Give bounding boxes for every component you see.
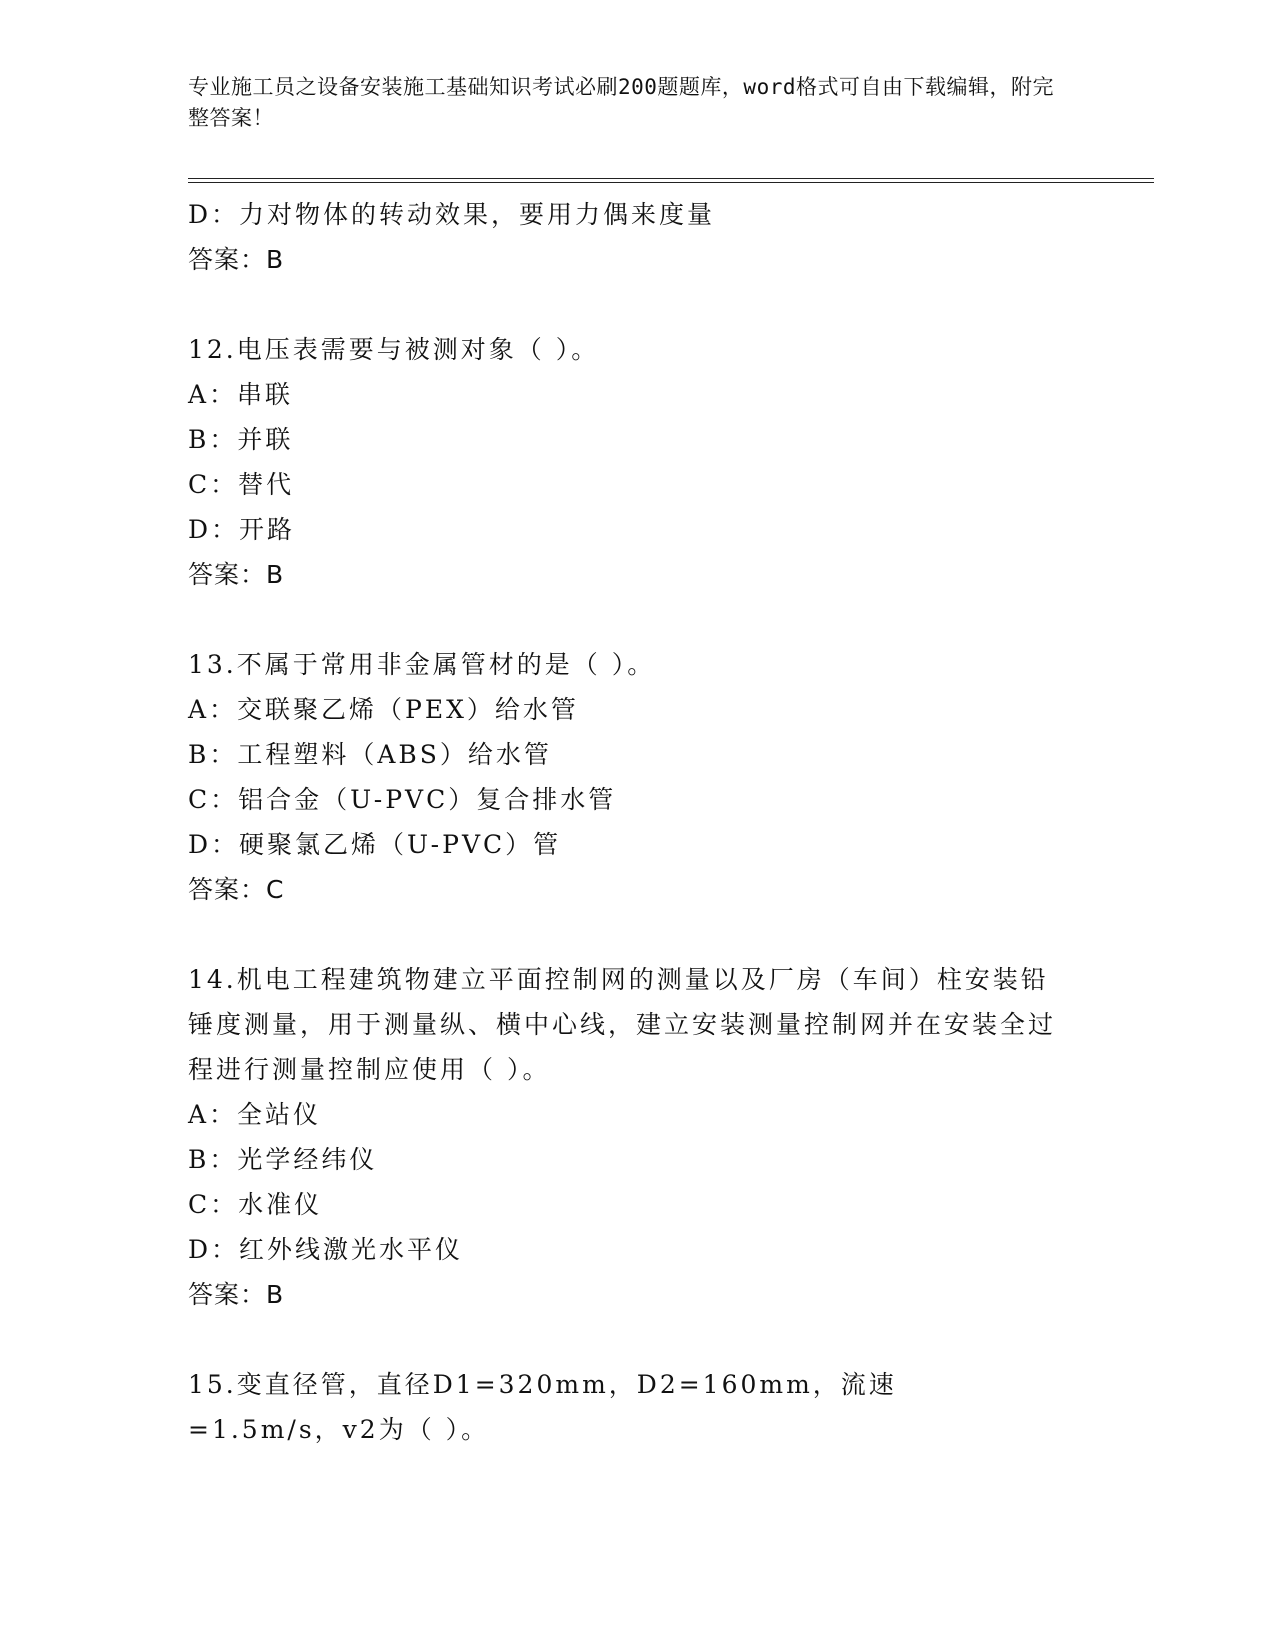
option-c: C：替代	[188, 470, 295, 499]
option-a: A：交联聚乙烯（PEX）给水管	[188, 695, 579, 724]
spacer	[188, 282, 1088, 327]
question-text: 14.机电工程建筑物建立平面控制网的测量以及厂房（车间）柱安装铅锤度测量，用于测量纵、横中心线，建立安装测量控制网并在安装全过程进行测量控制应使用（ ）。	[188, 965, 1057, 1084]
option-d: D：开路	[188, 515, 296, 544]
option-b: B：光学经纬仪	[188, 1145, 378, 1174]
option-a: A：串联	[188, 380, 294, 409]
answer: 答案：B	[188, 1280, 285, 1309]
question-12	[188, 327, 1088, 597]
question-15	[188, 1362, 1088, 1452]
prev-option-d: D：力对物体的转动效果，要用力偶来度量	[188, 200, 716, 229]
question-13	[188, 642, 1088, 912]
option-b: B：工程塑料（ABS）给水管	[188, 740, 552, 769]
option-b: B：并联	[188, 425, 294, 454]
spacer	[188, 912, 1088, 957]
option-c: C：水准仪	[188, 1190, 323, 1219]
answer: 答案：C	[188, 875, 285, 904]
option-d: D：红外线激光水平仪	[188, 1235, 464, 1264]
prev-answer: 答案：B	[188, 245, 285, 274]
option-c: C：铝合金（U-PVC）复合排水管	[188, 785, 617, 814]
option-a: A：全站仪	[188, 1100, 322, 1129]
option-d: D：硬聚氯乙烯（U-PVC）管	[188, 830, 562, 859]
spacer	[188, 597, 1088, 642]
answer: 答案：B	[188, 560, 285, 589]
spacer	[188, 1317, 1088, 1362]
question-text: 12.电压表需要与被测对象（ ）。	[188, 335, 600, 364]
document-header	[188, 72, 1068, 134]
header-divider	[188, 178, 1154, 183]
header-title: 专业施工员之设备安装施工基础知识考试必刷200题题库，word格式可自由下载编辑，附完整答案！	[188, 75, 1054, 130]
question-text: 15.变直径管，直径D1=320mm，D2=160mm，流速=1.5m/s，v2为（ ）。	[188, 1370, 897, 1444]
question-text: 13.不属于常用非金属管材的是（ ）。	[188, 650, 656, 679]
question-list	[188, 192, 1088, 1452]
question-14	[188, 957, 1088, 1317]
